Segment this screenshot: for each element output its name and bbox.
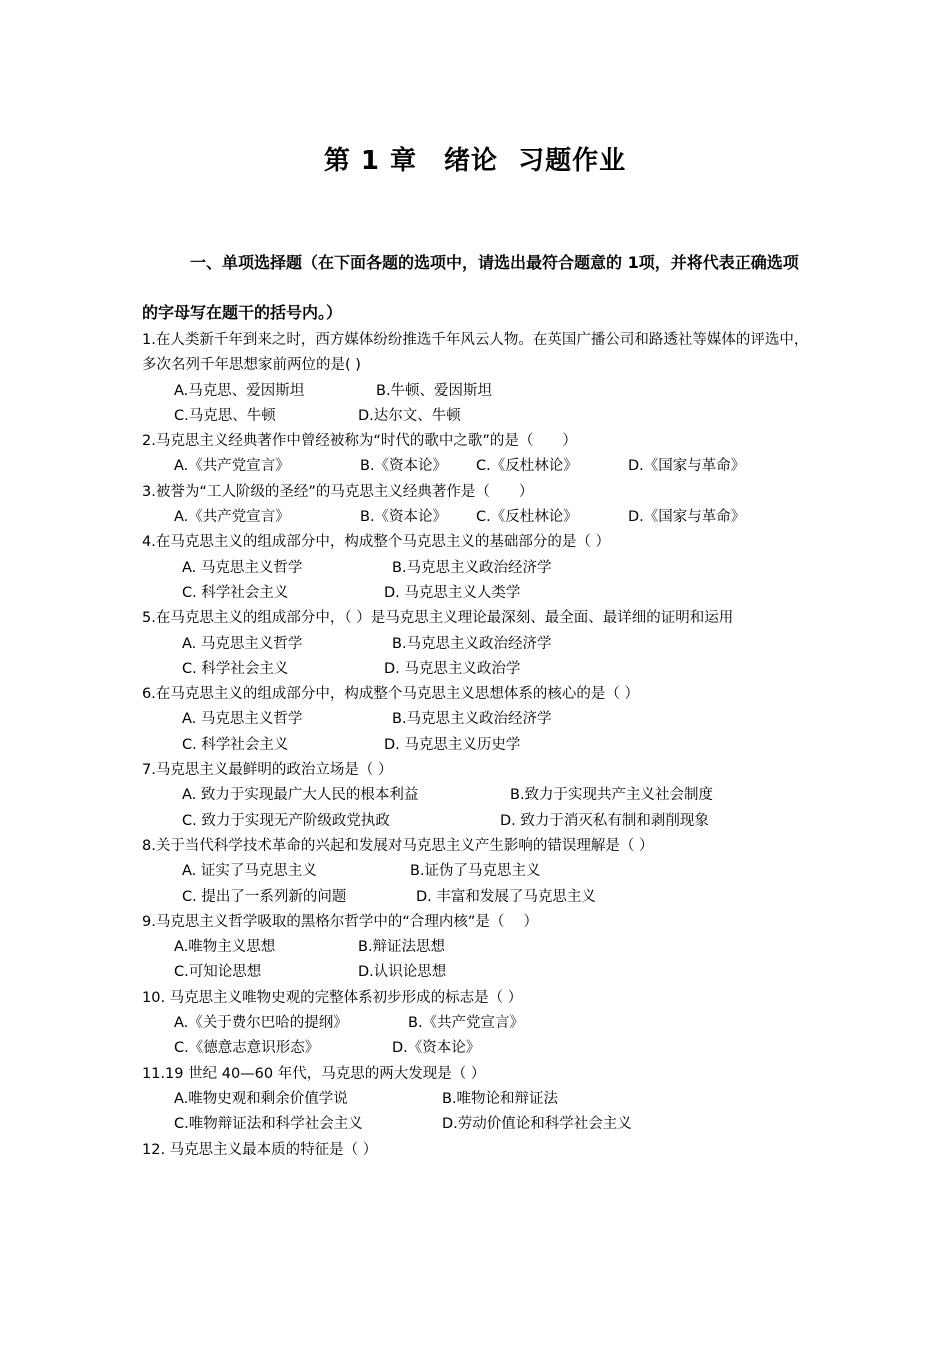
question-12 [142,1138,814,1163]
option-c: C.马克思、牛顿 [174,407,276,424]
option-d: D. 马克思主义人类学 [384,584,521,601]
option-d: D.劳动价值论和科学社会主义 [442,1116,632,1133]
option-d: D. 丰富和发展了马克思主义 [416,888,596,905]
question-9 [142,910,814,986]
question-list [142,328,814,1163]
question-stem: 11.19 世纪 40—60 年代，马克思的两大发现是（ ） [142,1065,486,1082]
question-11 [142,1062,814,1138]
option-c: C. 科学社会主义 [182,736,289,753]
question-stem: 2.马克思主义经典著作中曾经被称为“时代的歌中之歌”的是（ ） [142,433,577,450]
option-row [142,505,814,530]
option-b: B.《资本论》 [360,509,448,526]
option-d: D.《国家与革命》 [628,509,746,526]
option-c: C. 提出了一系列新的问题 [182,888,347,905]
option-row [142,1011,814,1036]
option-b: B.马克思主义政治经济学 [392,559,552,576]
option-a: A. 马克思主义哲学 [182,635,303,652]
option-d: D.达尔文、牛顿 [358,407,461,424]
page-title: 第 1 章 绪论 习题作业 [323,146,627,176]
option-d: D.认识论思想 [358,964,447,981]
question-stem: 3.被誉为“工人阶级的圣经”的马克思主义经典著作是（ ） [142,483,534,500]
option-row [142,707,814,732]
option-d: D. 马克思主义历史学 [384,736,521,753]
option-b: B.马克思主义政治经济学 [392,711,552,728]
option-b: B.马克思主义政治经济学 [392,635,552,652]
question-2 [142,429,814,480]
option-c: C.可知论思想 [174,964,262,981]
option-a: A.《关于费尔巴哈的提纲》 [174,1015,348,1032]
option-a: A.《共产党宣言》 [174,509,290,526]
option-a: A. 证实了马克思主义 [182,863,317,880]
option-b: B.辩证法思想 [358,939,446,956]
option-c: C.《反杜林论》 [476,509,578,526]
option-a: A. 马克思主义哲学 [182,711,303,728]
option-a: A.唯物史观和剩余价值学说 [174,1090,348,1107]
question-stem: 10. 马克思主义唯物史观的完整体系初步形成的标志是（ ） [142,989,523,1006]
option-row [142,632,814,657]
question-4 [142,530,814,606]
option-a: A. 致力于实现最广大人民的根本利益 [182,787,419,804]
option-row [142,556,814,581]
option-b: B.唯物论和辩证法 [442,1090,559,1107]
option-b: B.《资本论》 [360,458,448,475]
option-row [142,935,814,960]
question-stem: 4.在马克思主义的组成部分中，构成整个马克思主义的基础部分的是（ ） [142,534,610,551]
question-1 [142,328,814,429]
option-b: B.《共产党宣言》 [408,1015,525,1032]
option-c: C.唯物辩证法和科学社会主义 [174,1116,363,1133]
question-8 [142,834,814,910]
question-stem: 6.在马克思主义的组成部分中，构成整个马克思主义思想体系的核心的是（ ） [142,686,639,703]
option-a: A.《共产党宣言》 [174,458,290,475]
option-row [142,809,814,834]
option-a: A.唯物主义思想 [174,939,276,956]
option-d: D. 致力于消灭私有制和剥削现象 [500,812,709,829]
option-b: B.证伪了马克思主义 [410,863,541,880]
question-stem: 1.在人类新千年到来之时，西方媒体纷纷推选千年风云人物。在英国广播公司和路透社等媒体的评选中，多次名列千年思想家前两位的是( ) [142,332,809,374]
question-stem: 9.马克思主义哲学吸取的黑格尔哲学中的“合理内核”是（ ） [142,913,538,930]
option-row [142,657,814,682]
section-heading-text: 一、单项选择题（在下面各题的选项中，请选出最符合题意的 1项，并将代表正确选项的字母写在题干的括号内。） [142,253,799,322]
question-stem: 7.马克思主义最鲜明的政治立场是（ ） [142,762,393,779]
option-row [142,379,814,404]
option-c: C. 科学社会主义 [182,660,289,677]
option-row [142,1112,814,1137]
option-c: C. 致力于实现无产阶级政党执政 [182,812,390,829]
option-row [142,581,814,606]
question-3 [142,480,814,531]
question-5 [142,606,814,682]
option-d: D. 马克思主义政治学 [384,660,521,677]
option-a: A.马克思、爱因斯坦 [174,382,305,399]
option-row [142,885,814,910]
option-row [142,783,814,808]
question-stem: 12. 马克思主义最本质的特征是（ ） [142,1141,378,1158]
option-row [142,960,814,985]
question-stem: 8.关于当代科学技术革命的兴起和发展对马克思主义产生影响的错误理解是（ ） [142,837,654,854]
option-row [142,404,814,429]
option-row [142,1087,814,1112]
option-d: D.《国家与革命》 [628,458,746,475]
option-row [142,859,814,884]
option-row [142,454,814,479]
question-stem: 5.在马克思主义的组成部分中，（ ）是马克思主义理论最深刻、最全面、最详细的证明和运用 [142,610,734,627]
question-10 [142,986,814,1062]
option-d: D.《资本论》 [392,1040,481,1057]
section-heading [142,238,812,338]
option-c: C.《德意志意识形态》 [174,1040,320,1057]
option-c: C. 科学社会主义 [182,584,289,601]
option-b: B.牛顿、爱因斯坦 [376,382,493,399]
option-a: A. 马克思主义哲学 [182,559,303,576]
option-row [142,733,814,758]
question-6 [142,682,814,758]
option-row [142,1036,814,1061]
question-7 [142,758,814,834]
option-c: C.《反杜林论》 [476,458,578,475]
option-b: B.致力于实现共产主义社会制度 [510,787,714,804]
